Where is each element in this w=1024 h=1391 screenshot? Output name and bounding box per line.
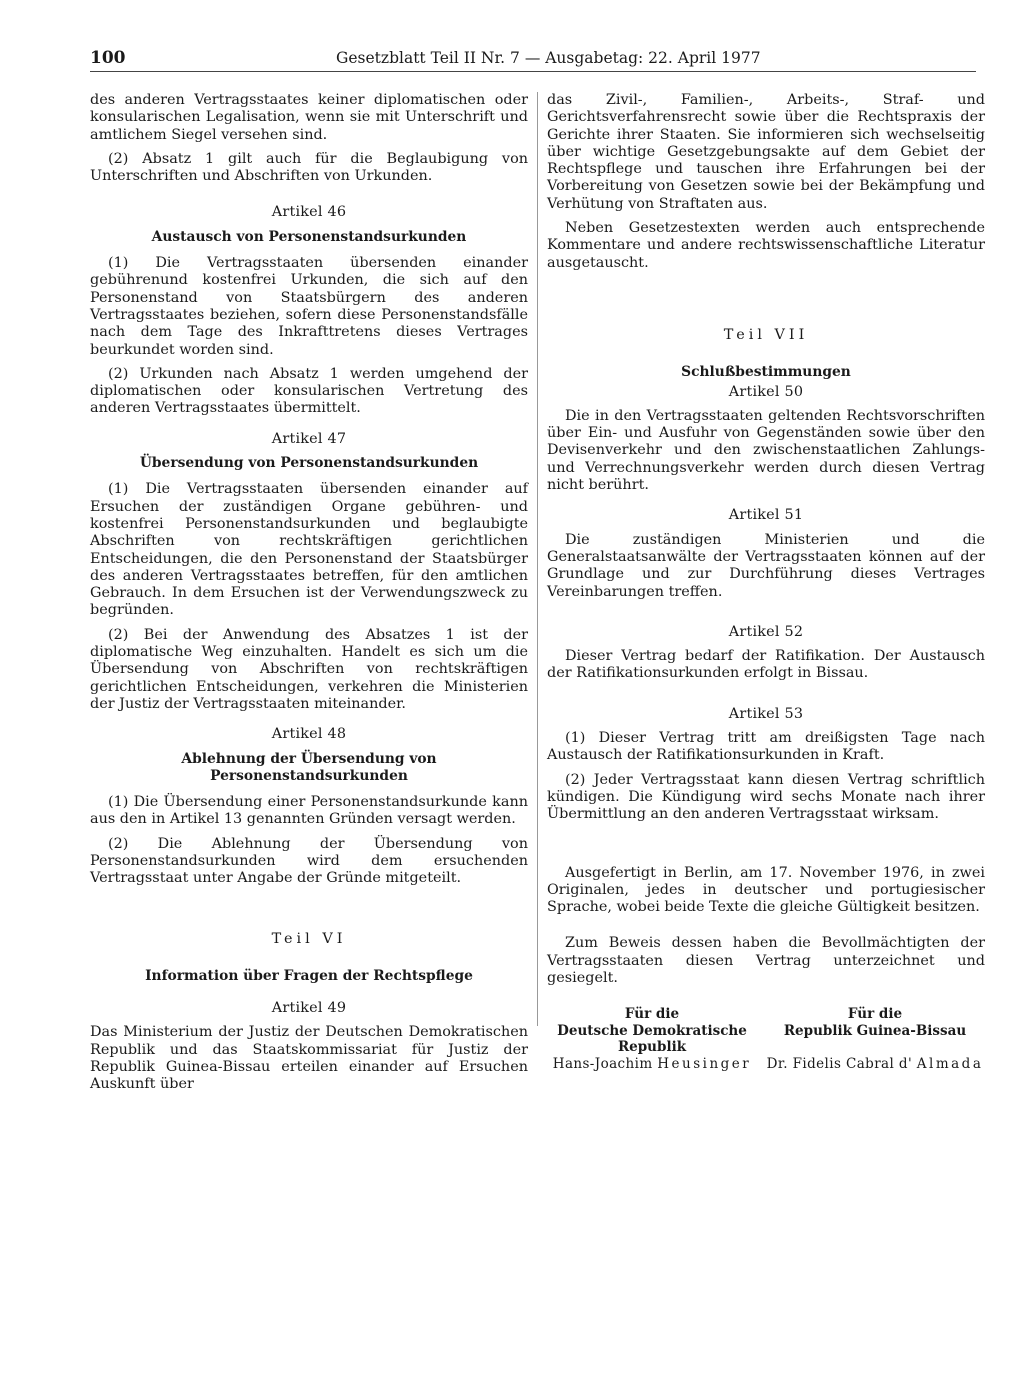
signatory-heading: Republik — [617, 1039, 687, 1056]
paragraph: Die zuständigen Ministerien und die Generalstaatsanwälte der Vertragsstaaten können auf der Grundlage und zur Durchführung dieses Vertrages Vereinbarungen treffen. — [547, 531, 985, 600]
paragraph: Die in den Vertragsstaaten geltenden Rechtsvorschriften über Ein- und Ausfuhr von Gegenständen sowie über den Devisenverkehr und den zwischenstaatlichen Zahlungs- und Verrechnungsverkehr werden durch diesen Vertrag nicht berührt. — [547, 407, 985, 494]
part-title: Information über Fragen der Rechtspflege — [145, 967, 473, 984]
signatory-heading: Für die — [624, 1006, 680, 1023]
signatory-guinea-bissau — [765, 1006, 985, 1072]
signatory-name: Dr. Fidelis Cabral d' Almada — [766, 1055, 984, 1072]
article-heading: Artikel 49 — [271, 1000, 347, 1017]
part-heading: Teil VII — [723, 326, 809, 343]
continued-paragraph: des anderen Vertragsstaates keiner diplomatischen oder konsularischen Legalisation, wenn sie mit Unterschrift und amtlichem Siegel versehen sind. — [90, 92, 528, 143]
witness-paragraph: Zum Beweis dessen haben die Bevollmächtigten der Vertragsstaaten diesen Vertrag unterzeichnet und gesiegelt. — [547, 935, 985, 986]
paragraph: Dieser Vertrag bedarf der Ratifikation. Der Austausch der Ratifikationsurkunden erfolgt in Bissau. — [547, 648, 985, 682]
signatory-heading: Republik Guinea-Bissau — [783, 1022, 967, 1039]
running-title: Gesetzblatt Teil II Nr. 7 — Ausgabetag: 22. April 1977 — [336, 49, 761, 67]
right-column — [547, 92, 985, 1072]
article-heading: Artikel 51 — [728, 507, 804, 524]
signatory-heading: Für die — [847, 1006, 903, 1023]
article-heading: Artikel 46 — [271, 204, 347, 221]
article-title: Austausch von Personenstandsurkunden — [151, 228, 467, 245]
signatory-gdr — [547, 1006, 757, 1072]
paragraph: (2) Bei der Anwendung des Absatzes 1 ist der diplomatische Weg einzuhalten. Handelt es sich um die Übersendung von Abschriften von rechtskräftigen gerichtlichen Entscheidungen, verkehren die Ministerien der Justiz der Vertragsstaaten miteinander. — [90, 626, 528, 712]
paragraph: Neben Gesetzestexten werden auch entsprechende Kommentare und andere rechtswissenschaftliche Literatur ausgetauscht. — [547, 220, 985, 271]
paragraph: (1) Die Übersendung einer Personenstandsurkunde kann aus den in Artikel 13 genannten Gründen versagt werden. — [90, 794, 528, 828]
left-column — [90, 92, 528, 1101]
article-heading: Artikel 52 — [728, 623, 804, 640]
page-number: 100 — [90, 48, 126, 68]
paragraph: (1) Dieser Vertrag tritt am dreißigsten Tage nach Austausch der Ratifikationsurkunden in Kraft. — [547, 730, 985, 764]
paragraph: (1) Die Vertragsstaaten übersenden einander auf Ersuchen der zuständigen Organe gebühren- und kostenfrei Personenstandsurkunden und beglaubigte Abschriften von rechtskräftigen gerichtlichen Entscheidungen, die den Personenstand der Staatsbürger des anderen Vertragsstaates betreffen, für den amtlichen Gebrauch. In dem Ersuchen ist der Verwendungszweck zu begründen. — [90, 481, 528, 619]
header-rule — [90, 71, 976, 72]
signatory-heading: Deutsche Demokratische — [557, 1022, 747, 1039]
article-title: Übersendung von Personenstandsurkunden — [139, 455, 479, 472]
signature-block — [547, 1006, 985, 1072]
article-heading: Artikel 53 — [728, 705, 804, 722]
closing-paragraph: Ausgefertigt in Berlin, am 17. November 1976, in zwei Originalen, jedes in deutscher und portugiesischer Sprache, wobei beide Texte die gleiche Gültigkeit besitzen. — [547, 864, 985, 916]
article-heading: Artikel 48 — [271, 726, 347, 743]
continued-paragraph: das Zivil-, Familien-, Arbeits-, Straf- und Gerichtsverfahrensrecht sowie über die Rechtspraxis der Gerichte ihrer Staaten. Sie informieren sich wechselseitig über wichtige Gesetzgebungsakte auf dem Gebiet der Rechtspflege und tauschen ihre Erfahrungen bei der Vorbereitung von Gesetzen sowie bei der Bekämpfung und Verhütung von Straftaten aus. — [547, 92, 985, 212]
article-heading: Artikel 50 — [728, 383, 804, 400]
paragraph: (2) Jeder Vertragsstaat kann diesen Vertrag schriftlich kündigen. Die Kündigung wird sechs Monate nach ihrer Übermittlung an den anderen Vertragsstaat wirksam. — [547, 771, 985, 823]
paragraph: (2) Urkunden nach Absatz 1 werden umgehend der diplomatischen oder konsularischen Vertretung des anderen Vertragsstaates übermittelt. — [90, 365, 528, 417]
paragraph: Das Ministerium der Justiz der Deutschen Demokratischen Republik und das Staatskommissariat für Justiz der Republik Guinea-Bissau erteilen einander auf Ersuchen Auskunft über — [90, 1024, 528, 1093]
paragraph: (1) Die Vertragsstaaten übersenden einander gebührenund kostenfrei Urkunden, die sich auf den Personenstand von Staatsbürgern des anderen Vertragsstaates beziehen, sofern diese Personenstandsfälle nach dem Tage des Inkrafttretens dieses Vertrages beurkundet worden sind. — [90, 255, 528, 358]
signatory-name: Hans-Joachim Heusinger — [552, 1055, 752, 1072]
part-title: Schlußbestimmungen — [681, 364, 851, 381]
paragraph: (2) Die Ablehnung der Übersendung von Personenstandsurkunden wird dem ersuchenden Vertragsstaat unter Angabe der Gründe mitgeteilt. — [90, 835, 528, 887]
column-divider — [537, 92, 538, 1026]
part-heading: Teil VI — [271, 930, 347, 947]
article-heading: Artikel 47 — [271, 430, 347, 447]
paragraph: (2) Absatz 1 gilt auch für die Beglaubigung von Unterschriften und Abschriften von Urkunden. — [90, 150, 528, 185]
article-title: Ablehnung der Übersendung von Personenstandsurkunden — [181, 750, 437, 784]
page-header — [90, 48, 976, 68]
